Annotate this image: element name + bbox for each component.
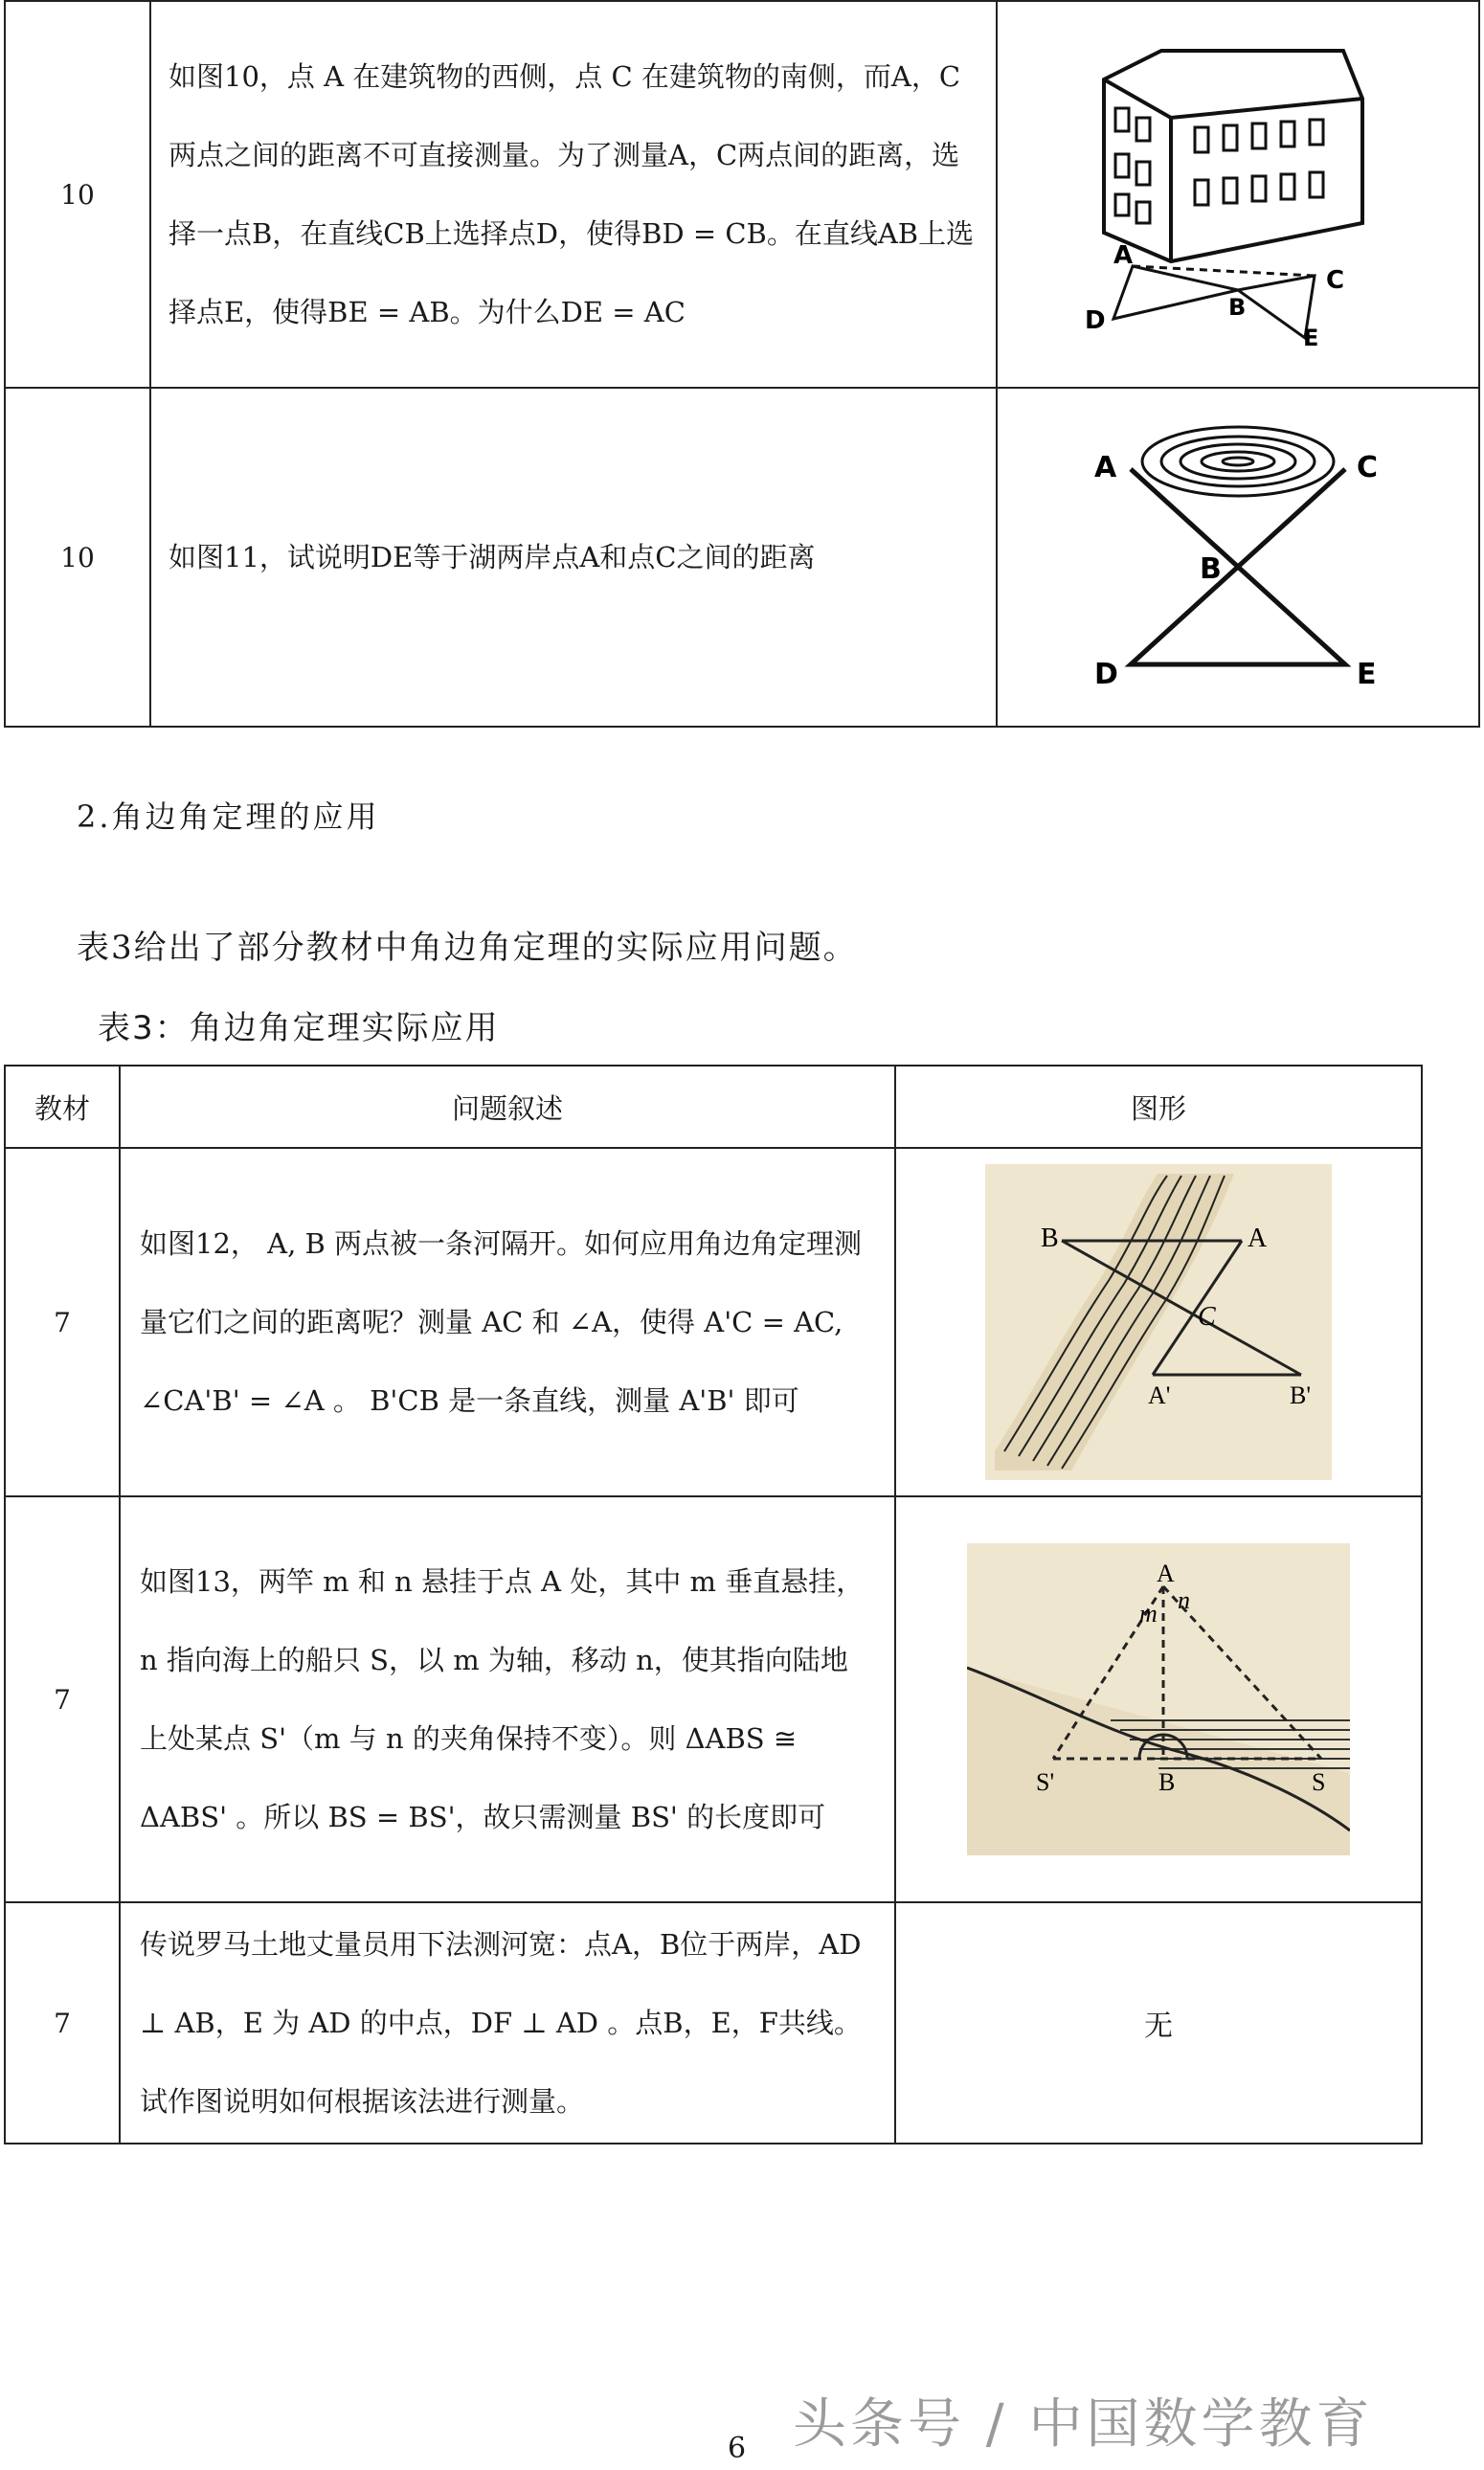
problem-cell: 如图13，两竿 m 和 n 悬挂于点 A 处，其中 m 垂直悬挂，n 指向海上的船只 S，以 m 为轴，移动 n，使其指向陆地上处某点 S'（m 与 n 的夹角保持不变）。则 ΔABS ≅ ΔABS' 。所以 BS = BS'，故只需测量 BS' 的长度即可 xyxy=(120,1496,895,1902)
intro-paragraph: 表3给出了部分教材中角边角定理的实际应用问题。 xyxy=(77,929,858,967)
watermark: 头条号 / 中国数学教育 xyxy=(793,2393,1374,2456)
table-row xyxy=(5,1148,1422,1496)
point-a-label: A xyxy=(1157,1560,1175,1587)
figure-none: 无 xyxy=(895,1902,1422,2144)
point-a-label: A xyxy=(1248,1224,1268,1253)
problem-cell: 传说罗马土地丈量员用下法测河宽：点A，B位于两岸，AD ⊥ AB，E 为 AD 的中点，DF ⊥ AD 。点B，E，F共线。试作图说明如何根据该法进行测量。 xyxy=(120,1902,895,2144)
sea-figure xyxy=(967,1543,1350,1855)
point-s-label: S xyxy=(1312,1768,1326,1796)
point-b-label: B xyxy=(1200,552,1222,586)
pole-n-label: n xyxy=(1178,1586,1190,1614)
table-3 xyxy=(4,1065,1423,2144)
table-row xyxy=(5,388,1479,727)
table-row xyxy=(5,1,1479,388)
point-c-label: C xyxy=(1357,451,1379,484)
section-title: 2.角边角定理的应用 xyxy=(77,798,380,835)
point-b-label: B xyxy=(1158,1768,1176,1796)
figure-cell xyxy=(997,1,1479,388)
figure-cell xyxy=(895,1148,1422,1496)
point-s-prime-label: S' xyxy=(1036,1768,1055,1796)
edition-cell: 10 xyxy=(5,1,150,388)
lake-figure xyxy=(1075,414,1401,701)
point-c-label: C xyxy=(1198,1302,1216,1332)
header-figure: 图形 xyxy=(895,1066,1422,1148)
point-a-prime-label: A' xyxy=(1148,1381,1171,1409)
point-d-label: D xyxy=(1094,658,1118,691)
point-a-label: A xyxy=(1094,451,1117,484)
problem-cell: 如图10，点 A 在建筑物的西侧，点 C 在建筑物的南侧，而A，C两点之间的距离不可直接测量。为了测量A，C两点间的距离，选择一点B，在直线CB上选择点D，使得BD = CB。在直线AB上选择点E，使得BE = AB。为什么DE = AC xyxy=(150,1,997,388)
figure-cell xyxy=(895,1496,1422,1902)
figure-cell xyxy=(997,388,1479,727)
table-row xyxy=(5,1496,1422,1902)
point-e-label: E xyxy=(1303,325,1319,348)
point-a-label: A xyxy=(1113,241,1134,270)
header-edition: 教材 xyxy=(5,1066,120,1148)
table-caption: 表3：角边角定理实际应用 xyxy=(98,1009,500,1047)
edition-cell: 7 xyxy=(5,1148,120,1496)
pole-m-label: m xyxy=(1139,1600,1158,1628)
point-d-label: D xyxy=(1085,306,1106,335)
table-row xyxy=(5,1902,1422,2144)
header-problem: 问题叙述 xyxy=(120,1066,895,1148)
point-b-label: B xyxy=(1228,294,1247,321)
edition-cell: 10 xyxy=(5,388,150,727)
table-header-row xyxy=(5,1066,1422,1148)
problem-cell: 如图11，试说明DE等于湖两岸点A和点C之间的距离 xyxy=(150,388,997,727)
river-figure xyxy=(985,1164,1332,1480)
point-e-label: E xyxy=(1357,658,1377,691)
problem-cell: 如图12， A, B 两点被一条河隔开。如何应用角边角定理测量它们之间的距离呢？测量 AC 和 ∠A，使得 A'C = AC, ∠CA'B' = ∠A 。 B'CB 是一条直线，测量 A'B' 即可 xyxy=(120,1148,895,1496)
page-number: 6 xyxy=(728,2432,747,2465)
continued-table xyxy=(4,0,1480,728)
point-b-prime-label: B' xyxy=(1290,1381,1312,1409)
point-c-label: C xyxy=(1326,266,1345,295)
edition-cell: 7 xyxy=(5,1496,120,1902)
point-b-label: B xyxy=(1041,1224,1059,1253)
building-figure xyxy=(1075,41,1401,348)
edition-cell: 7 xyxy=(5,1902,120,2144)
